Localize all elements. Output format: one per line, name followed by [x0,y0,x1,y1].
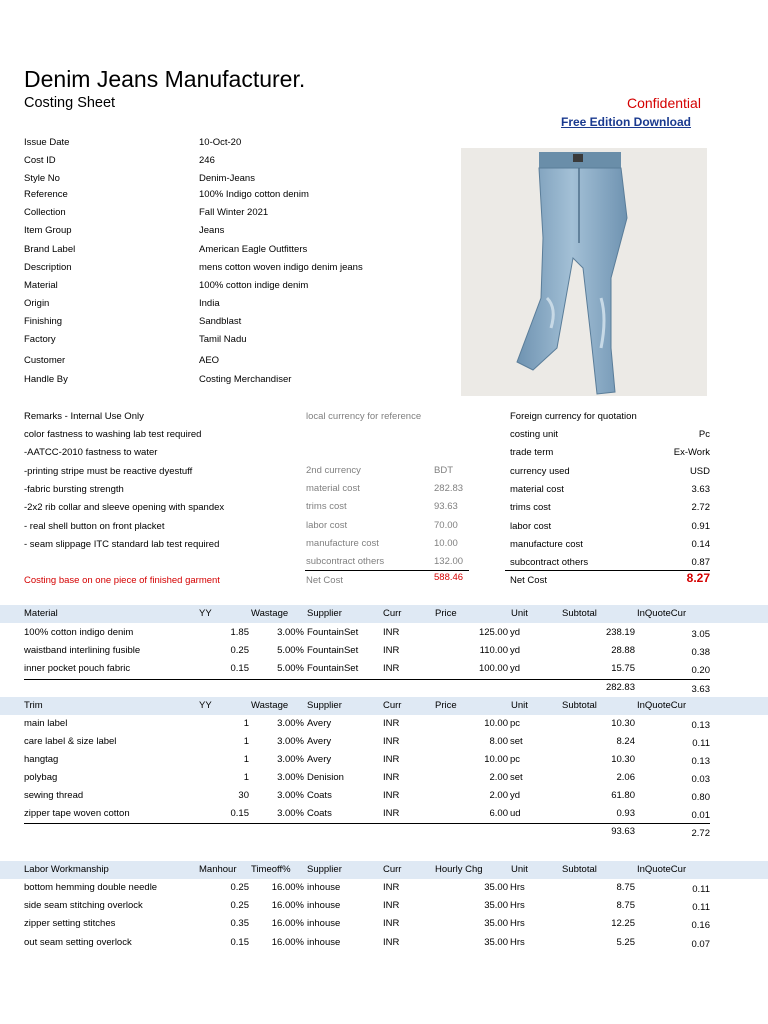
trim-cell: 2.00 [489,772,508,783]
labor-cell: 0.07 [691,939,710,950]
material-col-header: Material [24,608,58,619]
material-cell: 3.05 [691,629,710,640]
trim-col-header: InQuoteCur [637,700,687,711]
labor-cell: 35.00 [484,918,508,929]
labor-cell: INR [383,937,400,948]
labor-col-header: Timeoff% [251,864,291,875]
trim-cell: Avery [307,736,332,747]
labor-cell: 8.75 [616,882,635,893]
foreign-cost-value: 2.72 [691,502,710,514]
foreign-cost-label: manufacture cost [510,538,583,550]
trim-cell: care label & size label [24,736,117,747]
info-label: Reference [24,189,68,200]
labor-cell: INR [383,900,400,911]
material-cell: yd [510,627,521,638]
foreign-net-cost-value: 8.27 [686,571,710,585]
costing-base-note: Costing base on one piece of finished garment [24,575,220,586]
material-total-line [24,679,710,680]
labor-cell: side seam stitching overlock [24,900,143,911]
trim-cell: INR [383,790,400,801]
material-cell: INR [383,627,400,638]
info-value: American Eagle Outfitters [199,244,308,255]
material-cell: INR [383,645,400,656]
material-cell: 5.00% [277,645,304,656]
labor-cell: inhouse [307,918,341,929]
material-cell: 0.25 [230,645,249,656]
info-value: Denim-Jeans [199,173,255,184]
local-cost-label: manufacture cost [306,537,379,549]
info-label: Customer [24,355,66,366]
info-value: 246 [199,155,215,166]
trim-cell: 3.00% [277,718,304,729]
foreign-cost-label: costing unit [510,429,559,440]
remark-line: -2x2 rib collar and sleeve opening with spandex [24,502,225,514]
local-cost-label: labor cost [306,519,348,531]
material-cell: 0.20 [691,665,710,676]
info-value: Jeans [199,225,225,236]
labor-cell: out seam setting overlock [24,937,132,948]
info-value: India [199,298,220,309]
material-total-subtotal: 282.83 [605,682,635,693]
trim-cell: 3.00% [277,772,304,783]
info-label: Brand Label [24,244,76,255]
foreign-cost-value: USD [689,465,710,477]
foreign-cost-label: currency used [510,465,570,477]
download-link[interactable]: Free Edition Download [561,115,692,129]
foreign-cost-label: labor cost [510,520,552,532]
info-label: Issue Date [24,137,70,148]
trim-col-header: Curr [383,700,402,711]
trim-cell: 0.03 [691,774,710,785]
trim-cell: 1 [243,736,249,747]
labor-col-header: Manhour [199,864,237,875]
material-cell: waistband interlining fusible [24,645,141,656]
remark-line: -printing stripe must be reactive dyestuff [24,465,193,477]
trim-cell: INR [383,772,400,783]
local-cost-value: 132.00 [434,556,464,568]
trim-cell: Avery [307,718,332,729]
labor-cell: 12.25 [611,918,635,929]
material-col-header: InQuoteCur [637,608,687,619]
labor-cell: bottom hemming double needle [24,882,158,893]
local-cost-value: 93.63 [434,501,458,513]
info-value: Sandblast [199,316,242,327]
trim-cell: 6.00 [489,808,508,819]
labor-cell: Hrs [510,918,525,929]
foreign-cost-value: 0.87 [691,557,710,569]
labor-cell: 16.00% [271,882,304,893]
info-value: mens cotton woven indigo denim jeans [199,262,363,273]
material-col-header: Subtotal [562,608,597,619]
trim-cell: yd [510,790,521,801]
material-cell: FountainSet [307,645,359,656]
info-label: Item Group [24,225,72,236]
labor-cell: 16.00% [271,937,304,948]
trim-col-header: YY [199,700,212,711]
trim-cell: 1 [243,754,249,765]
foreign-cost-label: trade term [510,447,554,459]
labor-cell: 0.35 [230,918,249,929]
foreign-cost-value: 0.14 [691,538,710,550]
trim-cell: Coats [307,790,332,801]
second-currency-label: 2nd currency [306,465,361,476]
trim-cell: 0.11 [692,738,710,749]
trim-cell: 3.00% [277,790,304,801]
info-value: Costing Merchandiser [199,374,292,385]
labor-cell: Hrs [510,937,525,948]
foreign-cost-label: subcontract others [510,557,589,569]
trim-cell: main label [24,718,68,729]
material-cell: FountainSet [307,627,359,638]
trim-cell: 2.00 [489,790,508,801]
material-cell: 15.75 [611,663,635,674]
trim-cell: 2.06 [616,772,635,783]
material-cell: 125.00 [478,627,508,638]
remarks-heading: Remarks - Internal Use Only [24,411,144,422]
info-label: Material [24,280,58,291]
labor-cell: inhouse [307,937,341,948]
labor-col-header: Unit [511,864,528,875]
trim-total-subtotal: 93.63 [611,826,635,837]
labor-cell: 35.00 [484,882,508,893]
labor-cell: inhouse [307,882,341,893]
labor-cell: 35.00 [484,937,508,948]
foreign-net-cost-label: Net Cost [510,575,547,586]
trim-col-header: Trim [24,700,43,711]
labor-cell: Hrs [510,900,525,911]
foreign-cost-value: 3.63 [691,483,710,495]
trim-total-line [24,823,710,824]
trim-cell: hangtag [24,754,59,765]
trim-cell: pc [510,754,521,765]
labor-col-header: Subtotal [562,864,597,875]
labor-cell: 0.16 [691,920,710,931]
labor-cell: 0.11 [692,884,710,895]
material-cell: INR [383,663,400,674]
local-cost-value: 70.00 [434,519,458,531]
material-cell: 0.38 [691,647,710,658]
info-label: Origin [24,298,50,309]
trim-cell: Denision [307,772,344,783]
labor-cell: 16.00% [271,918,304,929]
material-cell: 110.00 [479,645,508,656]
net-cost-divider [305,570,469,571]
local-cost-value: 10.00 [434,537,458,549]
trim-cell: 10.30 [611,718,635,729]
remark-line: - real shell button on front placket [24,520,165,532]
material-col-header: Supplier [307,608,342,619]
page-title: Denim Jeans Manufacturer. [24,66,306,92]
foreign-cost-value: 0.91 [691,520,710,532]
labor-col-header: InQuoteCur [637,864,687,875]
second-currency-value: BDT [434,465,453,476]
trim-cell: set [510,736,523,747]
material-cell: inner pocket pouch fabric [24,663,131,674]
material-cell: 238.19 [605,627,635,638]
trim-cell: INR [383,808,400,819]
page-subtitle: Costing Sheet [24,95,116,111]
trim-cell: 3.00% [277,808,304,819]
material-cell: 1.85 [230,627,249,638]
trim-cell: 0.93 [616,808,635,819]
labor-cell: INR [383,882,400,893]
trim-cell: 3.00% [277,736,304,747]
labor-cell: 35.00 [484,900,508,911]
material-col-header: Curr [383,608,402,619]
remark-line: -AATCC-2010 fastness to water [24,447,158,459]
info-value: 100% Indigo cotton denim [199,189,309,200]
info-value: 10-Oct-20 [199,137,242,148]
labor-cell: 16.00% [271,900,304,911]
labor-cell: 0.11 [692,902,710,913]
trim-col-header: Subtotal [562,700,597,711]
local-currency-heading: local currency for reference [306,411,422,422]
info-label: Description [24,262,72,273]
trim-cell: 3.00% [277,754,304,765]
trim-cell: 0.13 [691,720,710,731]
trim-cell: INR [383,754,400,765]
trim-col-header: Unit [511,700,528,711]
material-col-header: Wastage [251,608,289,619]
trim-cell: 0.01 [691,810,710,821]
trim-cell: zipper tape woven cotton [24,808,130,819]
trim-cell: 10.30 [611,754,635,765]
info-label: Collection [24,207,66,218]
foreign-cost-value: Pc [698,429,710,440]
trim-cell: 8.00 [489,736,508,747]
info-label: Finishing [24,316,63,327]
trim-cell: 0.15 [230,808,249,819]
material-col-header: Price [435,608,457,619]
foreign-cost-value: Ex-Work [673,447,710,459]
trim-cell: 1 [243,718,249,729]
info-value: Fall Winter 2021 [199,207,269,218]
local-cost-label: subcontract others [306,556,385,568]
local-cost-label: material cost [306,483,360,494]
trim-cell: Avery [307,754,332,765]
local-net-cost-label: Net Cost [306,575,343,586]
material-col-header: YY [199,608,212,619]
info-label: Cost ID [24,155,56,166]
trim-cell: 8.24 [616,736,635,747]
material-cell: 100.00 [478,663,508,674]
trim-col-header: Wastage [251,700,289,711]
labor-cell: inhouse [307,900,341,911]
material-cell: FountainSet [307,663,359,674]
trim-cell: 10.00 [484,754,508,765]
trim-cell: INR [383,736,400,747]
trim-cell: set [510,772,523,783]
material-col-header: Unit [511,608,528,619]
denim-jeans-photo [461,148,707,396]
labor-col-header: Hourly Chg [435,864,483,875]
trim-cell: polybag [24,772,58,783]
trim-col-header: Price [435,700,457,711]
trim-cell: 0.80 [691,792,710,803]
remark-line: -fabric bursting strength [24,483,124,495]
labor-col-header: Curr [383,864,402,875]
info-value: Tamil Nadu [199,334,247,345]
material-total-quote: 3.63 [691,684,710,695]
labor-cell: 0.25 [230,900,249,911]
material-cell: 3.00% [277,627,304,638]
labor-cell: 0.25 [230,882,249,893]
labor-cell: 5.25 [616,937,635,948]
confidential-label: Confidential [627,95,701,111]
trim-cell: 0.13 [691,756,710,767]
labor-cell: zipper setting stitches [24,918,116,929]
local-net-cost-value: 588.46 [434,572,464,583]
trim-cell: pc [510,718,521,729]
info-label: Handle By [24,374,68,385]
trim-cell: 10.00 [484,718,508,729]
labor-cell: 8.75 [616,900,635,911]
info-label: Factory [24,334,56,345]
labor-cell: 0.15 [230,937,249,948]
foreign-currency-heading: Foreign currency for quotation [510,411,637,422]
labor-col-header: Labor Workmanship [24,864,109,875]
material-cell: 0.15 [230,663,249,674]
material-cell: yd [510,645,521,656]
trim-cell: INR [383,718,400,729]
info-value: 100% cotton indige denim [199,280,309,291]
foreign-cost-label: trims cost [510,502,551,514]
trim-cell: Coats [307,808,332,819]
labor-col-header: Supplier [307,864,342,875]
remark-line: - seam slippage ITC standard lab test required [24,538,220,550]
trim-cell: 61.80 [611,790,635,801]
remark-line: color fastness to washing lab test required [24,429,202,440]
trim-total-quote: 2.72 [691,828,710,839]
trim-cell: sewing thread [24,790,84,801]
trim-cell: ud [510,808,521,819]
trim-col-header: Supplier [307,700,342,711]
material-cell: 5.00% [277,663,304,674]
trim-cell: 1 [243,772,249,783]
material-cell: yd [510,663,521,674]
local-cost-label: trims cost [306,501,347,513]
foreign-cost-label: material cost [510,483,564,495]
material-cell: 100% cotton indigo denim [24,627,134,638]
trim-cell: 30 [238,790,249,801]
labor-cell: INR [383,918,400,929]
local-cost-value: 282.83 [434,483,464,494]
material-cell: 28.88 [611,645,635,656]
info-label: Style No [24,173,60,184]
labor-cell: Hrs [510,882,525,893]
info-value: AEO [199,355,220,366]
